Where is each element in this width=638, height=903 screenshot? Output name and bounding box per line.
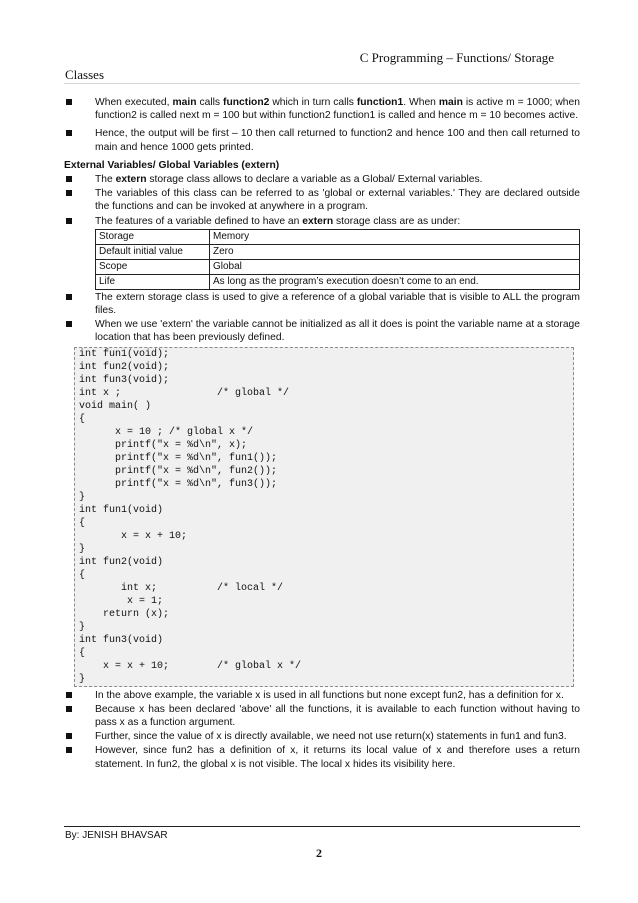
bullet-text-run: When we use 'extern' the variable cannot be initialized as all it does is point the variable name at a storage location that has been previously defined. — [95, 319, 580, 344]
bullet-text-run: Further, since the value of x is directly available, we need not use return(x) statements in fun1 and fun3. — [95, 731, 567, 743]
bullet-text-run: main — [172, 97, 197, 108]
code-line: { — [79, 413, 86, 425]
bullet-text-run: main — [438, 97, 463, 108]
property-name-cell: Scope — [96, 259, 210, 274]
bullet-text-run: is active m = 1000; when function2 is called next m = 100 but within function2 function1 is called and hence m = 10 becomes active. — [95, 97, 580, 122]
page-number: 2 — [316, 846, 322, 860]
bullet-text-run: In the above example, the variable x is used in all functions but none except fun2, has a definition for x. — [95, 689, 564, 701]
bullet-text-run: extern — [115, 174, 147, 186]
code-line: x = 1; — [79, 595, 164, 607]
code-line: { — [79, 647, 86, 659]
bullet-text-run: which in turn calls — [269, 97, 357, 108]
code-line: int fun3(void); — [79, 374, 170, 386]
code-line: int fun3(void) — [79, 634, 164, 646]
code-line: void main( ) — [79, 400, 152, 412]
footer-author: By: JENISH BHAVSAR — [65, 830, 168, 841]
bullet-item — [64, 744, 580, 770]
bullet-text-run: extern — [302, 215, 334, 227]
footer-rule — [64, 826, 580, 827]
code-line: int fun2(void) — [79, 556, 164, 568]
extern-bullet-list — [64, 173, 580, 228]
code-line: printf("x = %d\n", x); — [79, 439, 248, 451]
bullet-text-run: The variables of this class can be referred to as 'global or external variables.' They are declared outside the functions and can be invoked at anywhere in a program. — [95, 188, 580, 213]
bullet-text-run: The — [95, 174, 116, 186]
property-value-cell: Global — [210, 259, 580, 274]
property-name-cell: Storage — [96, 229, 210, 244]
code-line: int fun1(void) — [79, 504, 164, 516]
bullet-text-run: Because x has been declared 'above' all the functions, it is available to each function without having to pass x as a function argument. — [95, 703, 580, 729]
bullet-text-run: However, since fun2 has a definition of x, it returns its local value of x and therefore uses a return statement. In fun2, the global x is not visible. The local x hides its visibility here. — [95, 745, 580, 770]
code-line: } — [79, 491, 86, 503]
bullet-item — [64, 187, 580, 213]
bullet-text-run: The features of a variable defined to have an — [95, 215, 303, 227]
property-value-cell: Zero — [210, 244, 580, 259]
header-rule — [64, 83, 580, 84]
property-name-cell: Life — [96, 274, 210, 289]
bullet-item — [64, 730, 580, 743]
code-line: x = x + 10; /* global x */ — [79, 660, 302, 672]
code-line: } — [79, 543, 86, 555]
bullet-item — [64, 96, 580, 122]
bullet-text-run: function2 — [223, 97, 270, 108]
bullet-item — [64, 127, 580, 153]
table-row — [96, 244, 580, 259]
table-row — [96, 259, 580, 274]
bullet-text-run: Hence, the output will be first – 10 then call returned to function2 and hence 100 and then call returned to main and hence 1000 gets printed. — [95, 128, 580, 153]
bullet-text-run: storage class are as under: — [333, 215, 461, 227]
after-table-bullet-list — [64, 291, 580, 345]
code-line: { — [79, 569, 86, 581]
header-title: C Programming – Functions/ Storage — [359, 50, 554, 65]
bullet-item — [64, 173, 580, 186]
code-line: int x; /* local */ — [79, 582, 284, 594]
code-line: printf("x = %d\n", fun2()); — [79, 465, 278, 477]
code-line: return (x); — [79, 608, 170, 620]
final-bullet-list — [64, 689, 580, 771]
bullet-text-run: . When — [403, 97, 439, 108]
bullet-item — [64, 703, 580, 729]
bullet-item — [64, 689, 580, 702]
bullet-item — [64, 215, 580, 228]
bullet-item — [64, 291, 580, 317]
code-line: int fun1(void); — [79, 348, 170, 360]
bullet-text-run: calls — [196, 97, 224, 108]
property-value-cell: As long as the program’s execution doesn’t come to an end. — [210, 274, 580, 289]
code-line: int fun2(void); — [79, 361, 170, 373]
bullet-text-run: When executed, — [95, 97, 173, 108]
table-row — [96, 274, 580, 289]
properties-table — [95, 229, 580, 290]
code-line: int x ; /* global */ — [79, 387, 290, 399]
code-line: } — [79, 673, 86, 685]
code-line: x = x + 10; — [79, 530, 188, 542]
property-value-cell: Memory — [210, 229, 580, 244]
bullet-text-run: The extern storage class is used to give a reference of a global variable that is visible to ALL the program files. — [95, 291, 580, 317]
intro-bullet-list — [64, 96, 580, 154]
code-line: { — [79, 517, 86, 529]
table-row — [96, 229, 580, 244]
code-block — [74, 347, 574, 687]
code-line: printf("x = %d\n", fun1()); — [79, 452, 278, 464]
section-heading: External Variables/ Global Variables (extern) — [64, 159, 280, 171]
header-subtitle: Classes — [65, 67, 104, 82]
property-name-cell: Default initial value — [96, 244, 210, 259]
document-body — [64, 96, 580, 772]
code-line: } — [79, 621, 86, 633]
code-line: x = 10 ; /* global x */ — [79, 426, 254, 438]
bullet-item — [64, 318, 580, 344]
bullet-text-run: function1 — [356, 97, 404, 108]
code-line: printf("x = %d\n", fun3()); — [79, 478, 278, 490]
bullet-text-run: storage class allows to declare a variable as a Global/ External variables. — [146, 174, 483, 186]
